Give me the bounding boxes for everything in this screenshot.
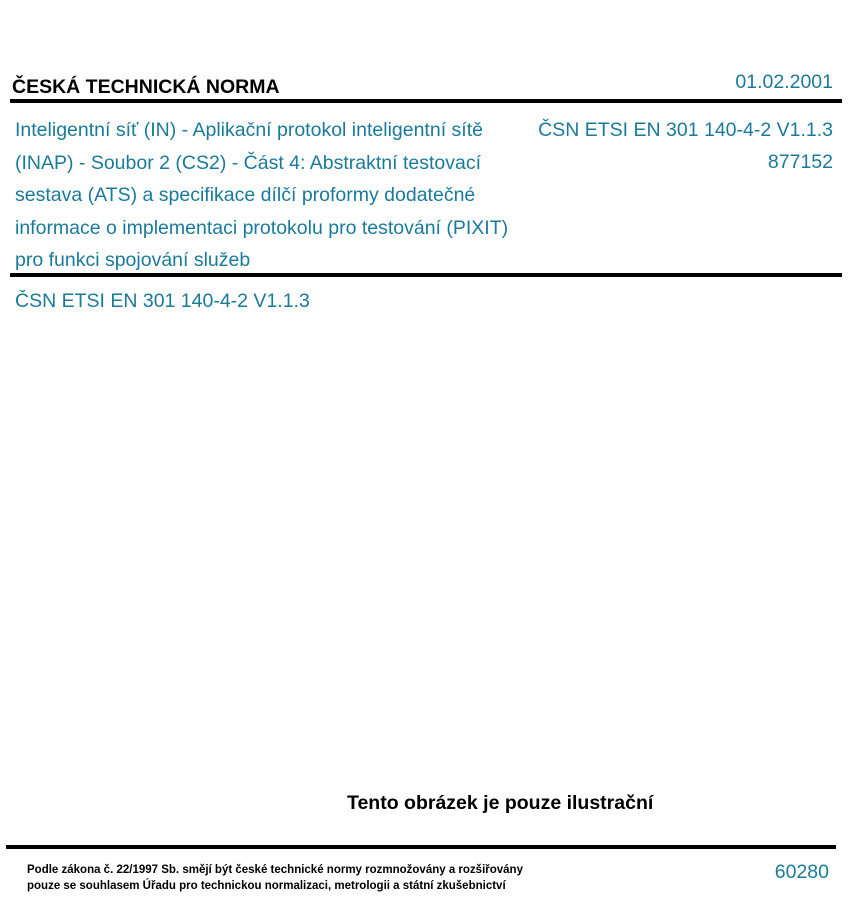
document-type-heading: ČESKÁ TECHNICKÁ NORMA — [12, 76, 280, 98]
standard-code: ČSN ETSI EN 301 140-4-2 V1.1.3 — [538, 119, 833, 141]
document-date: 01.02.2001 — [735, 71, 833, 93]
footer-number: 60280 — [774, 861, 829, 883]
header-divider — [10, 99, 842, 103]
legal-notice-line-1: Podle zákona č. 22/1997 Sb. smějí být české technické normy rozmnožovány a rozšiřovány — [27, 864, 523, 876]
legal-notice-line-2: pouze se souhlasem Úřadu pro technickou normalizaci, metrologii a státní zkušebnictví — [27, 879, 506, 892]
standard-title: Inteligentní síť (IN) - Aplikační protokol inteligentní sítě (INAP) - Soubor 2 (CS2) - Část 4: Abstraktní testovací sestava (ATS) a specifikace dílčí proformy dodatečné informace o implementaci protokolu pro testování (PIXIT) pro funkci spojování služeb — [15, 119, 509, 272]
legal-notice — [27, 863, 627, 894]
illustration-note: Tento obrázek je pouze ilustrační — [347, 792, 654, 814]
catalog-number: 877152 — [767, 151, 833, 173]
title-divider — [10, 273, 842, 277]
standard-subcode: ČSN ETSI EN 301 140-4-2 V1.1.3 — [15, 290, 310, 312]
footer-divider — [6, 845, 836, 849]
